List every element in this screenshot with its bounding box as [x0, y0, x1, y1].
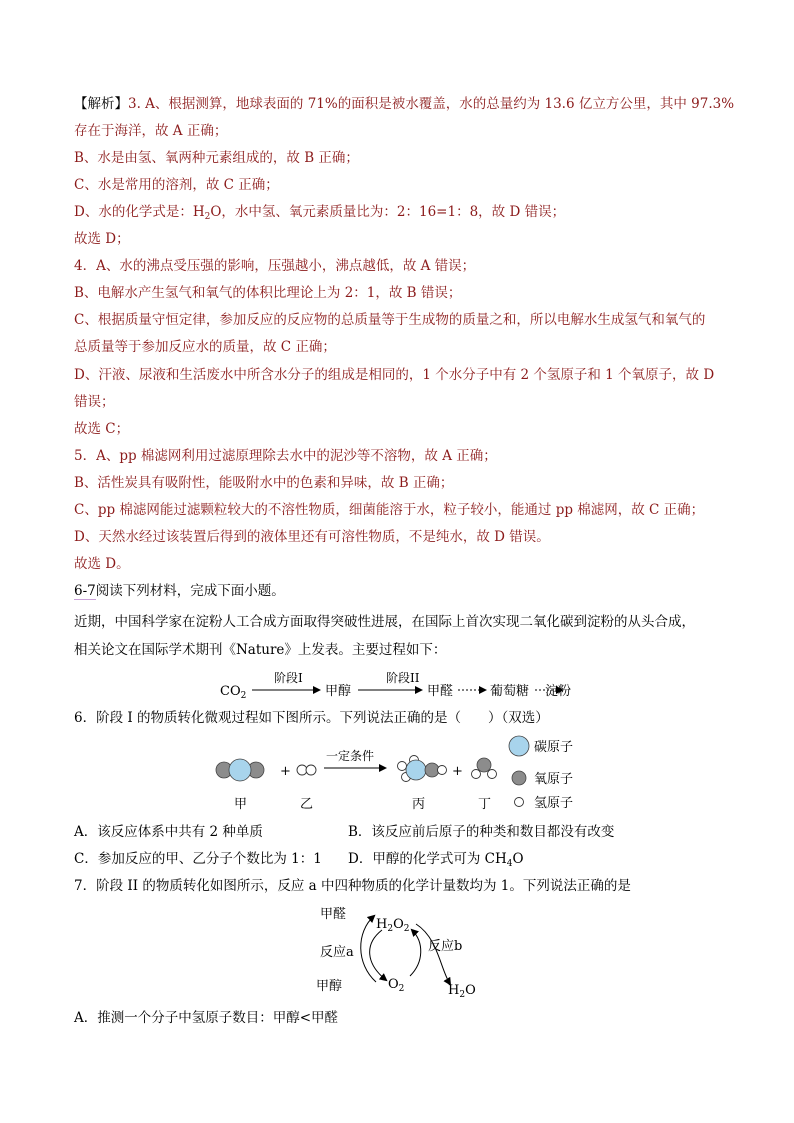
analysis-q4-answer: 故选 C； [74, 421, 130, 437]
text: D．甲醇的化学式可为 CH [348, 851, 507, 867]
analysis-q5-d: D、天然水经过该装置后得到的液体里还有可溶性物质，不是纯水，故 D 错误。 [74, 529, 550, 545]
molecule-ding [472, 758, 497, 779]
analysis-q4-c1: C、根据质量守恒定律，参加反应的反应物的总质量等于生成物的质量之和，所以电解水生成氢气和氧气的 [74, 312, 706, 328]
oxygen-atom-icon [512, 771, 526, 785]
legend-oxygen: 氧原子 [534, 772, 574, 787]
cycle-h2o: $H_2O$ [448, 983, 476, 1000]
q6-option-b: B．该反应前后原子的种类和数目都没有改变 [348, 824, 615, 840]
legend-hydrogen: 氢原子 [534, 796, 574, 811]
analysis-q5-a: 5．A、pp 棉滤网利用过滤原理除去水中的泥沙等不溶物，故 A 正确； [74, 448, 497, 464]
molecule-yi [297, 765, 316, 775]
section-para2: 相关论文在国际学术期刊《Nature》上发表。主要过程如下： [74, 642, 447, 658]
stage1-label: 阶段I [274, 671, 303, 685]
methanol-label: 甲醇 [325, 684, 352, 699]
analysis-q4-b: B、电解水产生氢气和氧气的体积比理论上为 2：1，故 B 错误； [74, 285, 462, 301]
question-number[interactable]: 6-7 [74, 583, 96, 599]
cycle-formaldehyde: 甲醛 [320, 907, 347, 922]
analysis-q3-line2: 存在于海洋，故 A 正确； [74, 123, 228, 139]
analysis-q5-answer: 故选 D。 [74, 556, 130, 572]
subscript: 4 [506, 859, 513, 869]
analysis-q4-d1: D、汗液、尿液和生活废水中所含水分子的组成是相同的，1 个水分子中有 2 个氢原子和 1 个氧原子，故 D [74, 367, 715, 383]
section-heading [74, 581, 285, 601]
co2-label: $CO_2$ [220, 684, 247, 701]
q6-reaction-figure [200, 732, 620, 818]
pathway-diagram [210, 666, 590, 702]
q6-option-c: C．参加反应的甲、乙分子个数比为 1：1 [74, 851, 322, 867]
cycle-methanol: 甲醇 [316, 979, 343, 994]
label-jia: 甲 [234, 797, 248, 812]
legend-carbon: 碳原子 [534, 740, 574, 755]
q7-stem: 7．阶段 II 的物质转化如图所示，反应 a 中四种物质的化学计量数均为 1。下列说法正确的是 [74, 878, 631, 894]
reaction-a-arrow [361, 916, 376, 982]
analysis-q4-a: 4．A、水的沸点受压强的影响，压强越小，沸点越低，故 A 错误； [74, 258, 476, 274]
q6-option-d [348, 849, 524, 874]
q6-stem: 6．阶段 I 的物质转化微观过程如下图所示。下列说法正确的是（ ）（双选） [74, 710, 549, 726]
text: O [512, 851, 524, 867]
glucose-label: 葡萄糖 [490, 684, 530, 699]
section-instruction: 阅读下列材料，完成下面小题。 [95, 583, 285, 599]
analysis-q4-d2: 错误； [74, 394, 115, 410]
plus-sign: + [280, 764, 291, 779]
reaction-a-inner-arrow [370, 930, 386, 980]
label-bing: 丙 [412, 797, 426, 812]
starch-label: 淀粉 [545, 684, 572, 699]
text: O，水中氢、氧元素质量比为：2：16=1：8，故 D 错误； [210, 204, 566, 220]
plus-sign: + [452, 764, 463, 779]
analysis-prefix: 【解析】 [74, 96, 128, 112]
analysis-q3-d [74, 202, 565, 227]
section-para1: 近期，中国科学家在淀粉人工合成方面取得突破性进展，在国际上首次实现二氧化碳到淀粉的从头合成， [74, 614, 695, 630]
analysis-q3-answer: 故选 D； [74, 231, 130, 247]
q7-option-a: A．推测一个分子中氢原子数目：甲醇<甲醛 [74, 1010, 339, 1026]
reaction-b-return-arrow [410, 930, 421, 976]
carbon-atom-icon [509, 736, 529, 756]
q7-cycle-figure [300, 898, 500, 1002]
molecule-bing [398, 756, 447, 782]
molecule-jia [216, 759, 264, 781]
formaldehyde-label: 甲醛 [427, 684, 454, 699]
stage2-label: 阶段II [386, 671, 420, 685]
analysis-q5-c: C、pp 棉滤网能过滤颗粒较大的不溶性物质，细菌能溶于水，粒子较小，能通过 pp 棉滤网，故 C 正确； [74, 502, 705, 518]
analysis-text: 3. A、根据测算，地球表面的 71%的面积是被水覆盖，水的总量约为 13.6 亿立方公里，其中 97.3% [128, 96, 735, 112]
q6-option-a: A．该反应体系中共有 2 种单质 [74, 824, 263, 840]
label-yi: 乙 [300, 797, 314, 812]
atom-legend [509, 736, 573, 811]
cycle-o2: $O_2$ [388, 977, 405, 994]
analysis-q3-line1 [74, 94, 734, 114]
cycle-reaction-a: 反应a [320, 945, 354, 960]
subscript: 2 [204, 212, 211, 222]
analysis-q4-c2: 总质量等于参加反应水的质量，故 C 正确； [74, 339, 336, 355]
analysis-q3-b: B、水是由氢、氧两种元素组成的，故 B 正确； [74, 150, 359, 166]
hydrogen-atom-icon [515, 798, 524, 807]
cycle-reaction-b: 反应b [428, 939, 463, 954]
analysis-q3-c: C、水是常用的溶剂，故 C 正确； [74, 177, 279, 193]
cycle-h2o2: $H_2O_2$ [376, 917, 410, 934]
analysis-q5-b: B、活性炭具有吸附性，能吸附水中的色素和异味，故 B 正确； [74, 475, 454, 491]
label-ding: 丁 [478, 797, 492, 812]
condition-label: 一定条件 [326, 749, 375, 763]
text: D、水的化学式是：H [74, 204, 205, 220]
